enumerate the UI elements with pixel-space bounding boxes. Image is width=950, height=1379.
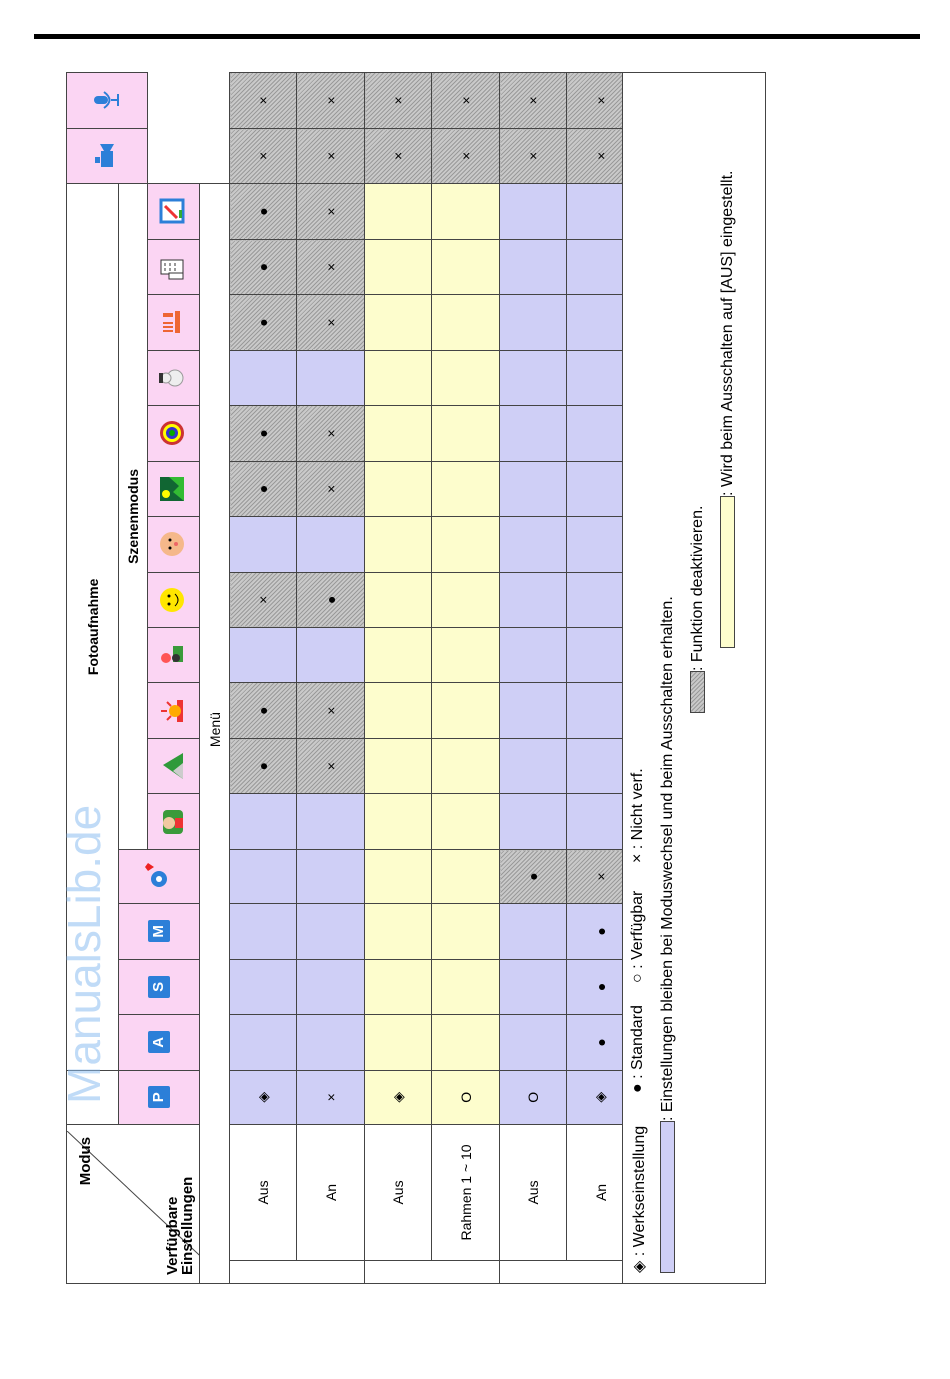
setting-label: An bbox=[297, 1124, 365, 1260]
matrix-cell bbox=[500, 683, 567, 738]
matrix-cell bbox=[500, 572, 567, 627]
matrix-cell bbox=[365, 794, 432, 849]
matrix-cell bbox=[365, 683, 432, 738]
snow-scene-icon bbox=[157, 363, 187, 393]
matrix-cell bbox=[432, 461, 500, 516]
group-blank-cell bbox=[500, 1260, 635, 1283]
matrix-cell: × bbox=[230, 572, 297, 627]
scene-cell-3 bbox=[148, 683, 200, 738]
matrix-cell: × bbox=[365, 128, 432, 183]
matrix-cell bbox=[230, 350, 297, 405]
purple-swatch bbox=[660, 1121, 675, 1273]
matrix-cell bbox=[365, 572, 432, 627]
matrix-cell bbox=[365, 959, 432, 1014]
group-blank-cell bbox=[230, 1260, 365, 1283]
mode-s-cell bbox=[119, 959, 200, 1014]
matrix-cell bbox=[297, 627, 365, 682]
baby-scene-icon bbox=[157, 529, 187, 559]
matrix-cell bbox=[365, 517, 432, 572]
matrix-cell bbox=[432, 683, 500, 738]
matrix-cell bbox=[432, 1015, 500, 1070]
scene-cell-10 bbox=[148, 295, 200, 350]
matrix-cell bbox=[432, 295, 500, 350]
matrix-cell: ● bbox=[567, 1015, 635, 1070]
matrix-cell bbox=[230, 849, 297, 903]
matrix-cell bbox=[432, 738, 500, 793]
matrix-cell: × bbox=[297, 683, 365, 738]
matrix-cell: ● bbox=[297, 572, 365, 627]
food-scene-icon bbox=[157, 307, 187, 337]
fotoaufnahme-label: Fotoaufnahme bbox=[67, 184, 119, 1070]
matrix-cell bbox=[365, 849, 432, 903]
matrix-cell: ◈ bbox=[365, 1070, 432, 1124]
matrix-cell bbox=[432, 849, 500, 903]
mode-m-cell bbox=[119, 904, 200, 959]
aperture-mode-icon: A bbox=[148, 1031, 170, 1053]
header-corner bbox=[67, 1124, 200, 1283]
matrix-cell bbox=[500, 794, 567, 849]
matrix-cell: × bbox=[365, 73, 432, 129]
yellow-swatch bbox=[720, 496, 735, 648]
scene-cell-5 bbox=[148, 572, 200, 627]
matrix-cell bbox=[500, 627, 567, 682]
table-row bbox=[500, 73, 567, 1284]
szenenmodus-label: Szenenmodus bbox=[119, 184, 148, 850]
dawn-scene-icon bbox=[157, 640, 187, 670]
setting-label: Aus bbox=[230, 1124, 297, 1260]
matrix-cell bbox=[500, 738, 567, 793]
mode-p-cell bbox=[119, 1070, 200, 1124]
legend-purple-row bbox=[659, 596, 677, 1273]
menu-row-label: Menü bbox=[200, 184, 230, 1284]
scene-cell-12 bbox=[148, 184, 200, 240]
matrix-cell: ● bbox=[567, 904, 635, 959]
fireworks-scene-icon bbox=[157, 418, 187, 448]
matrix-cell bbox=[500, 1015, 567, 1070]
scene-cell-1 bbox=[148, 794, 200, 849]
matrix-cell bbox=[500, 406, 567, 461]
settings-table-area bbox=[58, 72, 766, 1284]
matrix-cell bbox=[500, 239, 567, 294]
matrix-cell: ● bbox=[567, 959, 635, 1014]
matrix-cell: × bbox=[297, 295, 365, 350]
shutter-mode-icon: S bbox=[148, 976, 170, 998]
manual-mode-icon: M bbox=[148, 920, 170, 942]
scene-cell-11 bbox=[148, 239, 200, 294]
matrix-cell: × bbox=[297, 184, 365, 240]
matrix-cell: ● bbox=[230, 461, 297, 516]
matrix-cell bbox=[432, 406, 500, 461]
matrix-cell bbox=[230, 904, 297, 959]
movie-mode-icon bbox=[91, 141, 121, 171]
matrix-cell: × bbox=[500, 128, 567, 183]
setting-label: Aus bbox=[500, 1124, 567, 1260]
matrix-cell bbox=[230, 1015, 297, 1070]
matrix-cell bbox=[432, 572, 500, 627]
matrix-cell bbox=[432, 959, 500, 1014]
matrix-cell bbox=[297, 1015, 365, 1070]
legend-box bbox=[622, 72, 766, 1284]
matrix-cell bbox=[297, 794, 365, 849]
matrix-cell: × bbox=[297, 1070, 365, 1124]
night-scene-icon bbox=[157, 474, 187, 504]
building-scene-icon bbox=[157, 252, 187, 282]
header-blank bbox=[67, 1070, 119, 1124]
matrix-cell bbox=[365, 295, 432, 350]
matrix-cell: O bbox=[500, 1070, 567, 1124]
matrix-cell: × bbox=[567, 128, 635, 183]
matrix-cell: O bbox=[432, 1070, 500, 1124]
legend-werkseinstellung: ◈ : Werkseinstellung bbox=[631, 1125, 648, 1273]
text-scene-icon bbox=[157, 196, 187, 226]
matrix-cell bbox=[432, 239, 500, 294]
matrix-cell bbox=[365, 184, 432, 240]
matrix-cell bbox=[230, 627, 297, 682]
matrix-cell bbox=[365, 1015, 432, 1070]
table-row bbox=[230, 73, 297, 1284]
matrix-cell bbox=[230, 517, 297, 572]
table-row bbox=[297, 73, 365, 1284]
legend-purple-text: : Einstellungen bleiben bei Moduswechsel und beim Ausschalten erhalten. bbox=[659, 596, 676, 1121]
matrix-cell: ● bbox=[230, 295, 297, 350]
modus-label: Modus bbox=[77, 1136, 94, 1186]
matrix-cell bbox=[230, 794, 297, 849]
matrix-cell: × bbox=[230, 73, 297, 129]
matrix-cell: × bbox=[500, 73, 567, 129]
group-blank-cell bbox=[365, 1260, 500, 1283]
matrix-cell: ◈ bbox=[567, 1070, 635, 1124]
voice-mode-cell bbox=[67, 73, 148, 129]
verfuegbare-einstellungen-label: Verfügbare Einstellungen bbox=[164, 1176, 196, 1275]
matrix-cell: ● bbox=[230, 184, 297, 240]
matrix-cell bbox=[297, 517, 365, 572]
matrix-cell bbox=[500, 517, 567, 572]
scene-cell-8 bbox=[148, 406, 200, 461]
mode-a-cell bbox=[119, 1015, 200, 1070]
watermark: ManualsLib.de bbox=[58, 804, 110, 1104]
table-row bbox=[365, 73, 432, 1284]
legend-gray-text: : Funktion deaktivieren. bbox=[689, 505, 706, 671]
matrix-cell bbox=[500, 350, 567, 405]
matrix-cell: ● bbox=[230, 406, 297, 461]
matrix-cell bbox=[297, 849, 365, 903]
matrix-cell: × bbox=[297, 738, 365, 793]
scene-cell-2 bbox=[148, 738, 200, 793]
matrix-cell: ● bbox=[500, 849, 567, 903]
matrix-cell bbox=[432, 184, 500, 240]
matrix-cell: × bbox=[230, 128, 297, 183]
table-row bbox=[432, 73, 500, 1284]
legend-yellow-text: : Wird beim Ausschalten auf [AUS] eingestellt. bbox=[719, 170, 736, 496]
matrix-cell: × bbox=[432, 73, 500, 129]
matrix-cell: ◈ bbox=[230, 1070, 297, 1124]
mode-myset-cell bbox=[119, 849, 200, 903]
matrix-cell bbox=[432, 794, 500, 849]
matrix-cell bbox=[432, 517, 500, 572]
matrix-cell bbox=[500, 295, 567, 350]
matrix-cell: × bbox=[567, 849, 635, 903]
landscape-scene-icon bbox=[157, 751, 187, 781]
setting-label: Rahmen 1 ~ 10 bbox=[432, 1124, 500, 1260]
matrix-cell bbox=[500, 184, 567, 240]
matrix-cell bbox=[365, 738, 432, 793]
matrix-cell bbox=[432, 627, 500, 682]
matrix-cell bbox=[432, 904, 500, 959]
matrix-cell bbox=[500, 959, 567, 1014]
matrix-cell bbox=[365, 904, 432, 959]
matrix-cell bbox=[365, 239, 432, 294]
matrix-cell bbox=[365, 461, 432, 516]
scene-cell-6 bbox=[148, 517, 200, 572]
matrix-cell bbox=[297, 959, 365, 1014]
matrix-cell: × bbox=[567, 73, 635, 129]
scene-cell-9 bbox=[148, 350, 200, 405]
program-mode-icon: P bbox=[148, 1086, 170, 1108]
self-portrait-scene-icon bbox=[157, 585, 187, 615]
matrix-cell: ● bbox=[230, 683, 297, 738]
matrix-cell: × bbox=[297, 461, 365, 516]
top-rule bbox=[34, 34, 920, 39]
legend-yellow-row bbox=[719, 171, 737, 648]
matrix-cell: ● bbox=[230, 738, 297, 793]
gray-swatch bbox=[690, 671, 705, 713]
legend-gray-row bbox=[689, 506, 707, 713]
voice-recording-icon bbox=[91, 85, 121, 115]
scene-cell-4 bbox=[148, 627, 200, 682]
matrix-cell bbox=[230, 959, 297, 1014]
settings-matrix-table bbox=[66, 72, 635, 1284]
matrix-cell: × bbox=[297, 73, 365, 129]
matrix-cell: × bbox=[297, 128, 365, 183]
matrix-cell: × bbox=[297, 239, 365, 294]
legend-standard: ● : Standard bbox=[629, 1005, 646, 1093]
matrix-cell bbox=[500, 461, 567, 516]
matrix-cell bbox=[297, 904, 365, 959]
my-set-mode-icon bbox=[143, 861, 173, 891]
matrix-cell: ● bbox=[230, 239, 297, 294]
setting-label: Aus bbox=[365, 1124, 432, 1260]
matrix-cell: × bbox=[432, 128, 500, 183]
portrait-scene-icon bbox=[157, 807, 187, 837]
matrix-cell bbox=[432, 350, 500, 405]
legend-verfuegbar: ○ : Verfügbar bbox=[629, 890, 646, 983]
matrix-cell bbox=[365, 627, 432, 682]
movie-mode-cell bbox=[67, 128, 148, 183]
legend-nicht: × : Nicht verf. bbox=[629, 768, 646, 863]
matrix-cell bbox=[297, 350, 365, 405]
sunset-scene-icon bbox=[157, 696, 187, 726]
matrix-cell bbox=[365, 350, 432, 405]
setting-label: An bbox=[567, 1124, 635, 1260]
matrix-cell bbox=[365, 406, 432, 461]
scene-cell-7 bbox=[148, 461, 200, 516]
matrix-cell: × bbox=[297, 406, 365, 461]
matrix-cell bbox=[500, 904, 567, 959]
